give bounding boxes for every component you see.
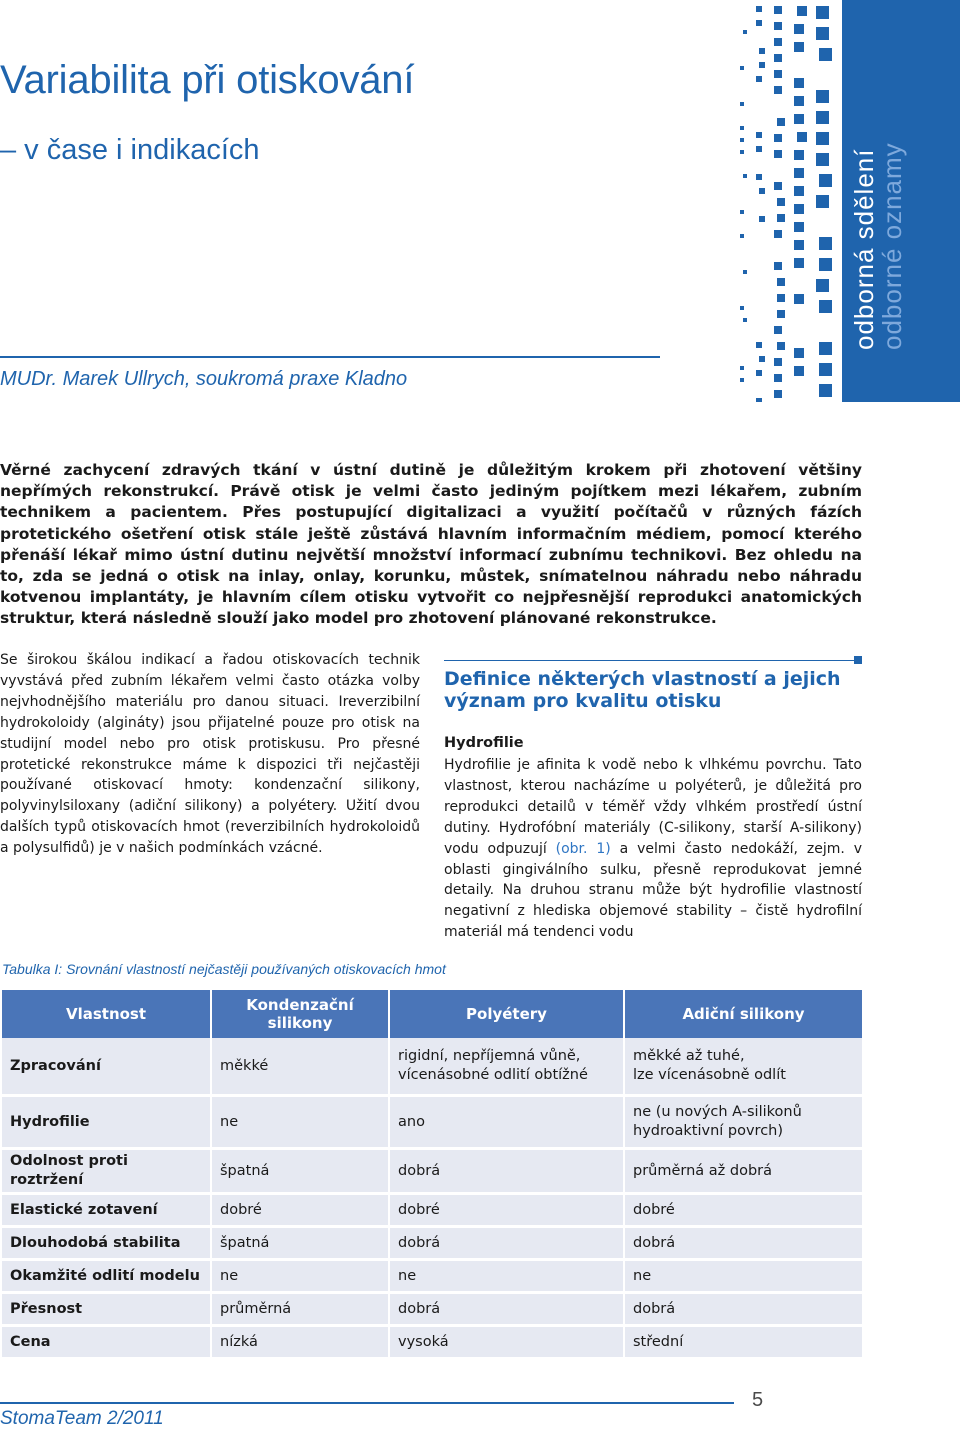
header-divider [0, 356, 660, 358]
body-text-part: a velmi často nedokáží, zejm. v oblasti gingiválního sulku, přesně reprodukovat jemné detaily. Na druhou stranu může být hydrofilie vlastností negativní z hlediska objemové stability – čistě hydrofilní materiál má tendenci vodu [444, 840, 862, 941]
table-row-label: Cena [2, 1327, 212, 1360]
table-cell: ne [625, 1261, 862, 1294]
table-cell: nízká [212, 1327, 390, 1360]
page-number: 5 [752, 1389, 764, 1411]
section-label-line-2: odborné oznamy [877, 142, 907, 350]
section-label-line-1: odborná sdělení [849, 148, 879, 350]
table-row [2, 1150, 862, 1195]
body-paragraph-right [444, 755, 862, 943]
table-row [2, 1038, 862, 1097]
table-caption: Tabulka I: Srovnání vlastností nejčastěji používaných otiskovacích hmot [2, 961, 446, 977]
table-cell: špatná [212, 1150, 390, 1195]
table-cell: dobrá [625, 1228, 862, 1261]
table-cell: dobré [212, 1195, 390, 1228]
magazine-issue: StomaTeam 2/2011 [0, 1408, 164, 1429]
lead-paragraph: Věrné zachycení zdravých tkání v ústní dutině je důležitým krokem při zhotovení většiny nepřímých rekonstrukcí. Právě otisk je velmi často jediným pojítkem mezi lékařem, zubním technikem a pacientem. Přes postupující digitalizaci a využití počítačů v různých fázích protetického ošetření otisk stále ještě zůstává hlavním informačním médiem, pomocí kterého přenáší lékař mimo ústní dutinu největší množství informací zubnímu technikovi. Bez ohledu na to, zda se jedná o otisk na inlay, onlay, korunku, můstek, snímatelnou náhradu nebo náhradu kotvenou implantáty, je hlavním cílem otisku vytvořit co nejpřesnější reprodukci anatomických struktur, která následně slouží jako model pro zhotovení plánované rekonstrukce. [0, 461, 862, 628]
table-cell: špatná [212, 1228, 390, 1261]
table-cell: průměrná [212, 1294, 390, 1327]
article-title: Variabilita při otiskování [0, 58, 415, 102]
section-label [850, 20, 940, 350]
table-cell: ne (u nových A-silikonů hydroaktivní povrch) [625, 1097, 862, 1150]
table-row-label: Odolnost proti roztržení [2, 1150, 212, 1195]
body-text-part: Hydrofilie je afinita k vodě nebo k vlhkému povrchu. Tato vlastnost, kterou nacházíme u polyéterů, je důležitá pro reprodukci detailů v téměř vždy vlhkém prostředí ústní dutiny. Hydrofóbní materiály (C-silikony, starší A-silikony) vodu odpuzují [444, 757, 862, 857]
table-cell: měkké až tuhé, lze vícenásobně odlít [625, 1038, 862, 1097]
table-cell: vysoká [390, 1327, 625, 1360]
table-header-row [2, 990, 862, 1038]
table-cell: dobré [390, 1195, 625, 1228]
table-cell: dobrá [390, 1294, 625, 1327]
table-cell: rigidní, nepříjemná vůně, vícenásobné odlití obtížné [390, 1038, 625, 1097]
table-cell: ne [390, 1261, 625, 1294]
table-cell: dobrá [390, 1228, 625, 1261]
table-header-cell: Kondenzační silikony [212, 990, 390, 1038]
table-header-cell: Polyétery [390, 990, 625, 1038]
table-row [2, 1097, 862, 1150]
table-header-cell: Adiční silikony [625, 990, 862, 1038]
table-cell: průměrná až dobrá [625, 1150, 862, 1195]
table-cell: ne [212, 1097, 390, 1150]
table-row-label: Dlouhodobá stabilita [2, 1228, 212, 1261]
table-row [2, 1327, 862, 1360]
article-author: MUDr. Marek Ullrych, soukromá praxe Kladno [0, 368, 408, 390]
table-cell: měkké [212, 1038, 390, 1097]
table-cell: ne [212, 1261, 390, 1294]
table-row [2, 1228, 862, 1261]
table-row-label: Okamžité odlití modelu [2, 1261, 212, 1294]
table-row-label: Hydrofilie [2, 1097, 212, 1150]
box-subheading: Hydrofilie [444, 735, 524, 751]
table-row [2, 1261, 862, 1294]
table-header-cell: Vlastnost [2, 990, 212, 1038]
table-cell: střední [625, 1327, 862, 1360]
dot-pattern-decoration [730, 0, 842, 402]
table-row-label: Přesnost [2, 1294, 212, 1327]
table-row-label: Elastické zotavení [2, 1195, 212, 1228]
table-row [2, 1195, 862, 1228]
body-paragraph-left: Se širokou škálou indikací a řadou otiskovacích technik vyvstává před zubním lékařem velmi často otázka volby nejvhodnějšího materiálu pro danou situaci. Ireverzibilní hydrokoloidy (algináty) jsou přijatelné pouze pro otisk na studijní model nebo pro otisk protiskusu. Pro přesné protetické rekonstrukce máme k dispozici tři nejčastěji používané otiskovací hmoty: kondenzační silikony, polyvinylsiloxany (adiční silikony) a polyétery. Užití dvou dalších typů otiskovacích hmot (reverzibilních hydrokoloidů a polysulfidů) je v našich podmínkách vzácné. [0, 652, 420, 857]
table-cell: dobrá [390, 1150, 625, 1195]
table-row [2, 1294, 862, 1327]
box-square-marker [854, 656, 862, 664]
properties-table [2, 990, 862, 1360]
article-subtitle: – v čase i indikacích [0, 134, 260, 166]
footer-divider [0, 1402, 734, 1404]
table-cell: dobré [625, 1195, 862, 1228]
table-cell: ano [390, 1097, 625, 1150]
table-row-label: Zpracování [2, 1038, 212, 1097]
figure-reference: (obr. 1) [555, 840, 611, 857]
box-divider [444, 660, 854, 661]
table-cell: dobrá [625, 1294, 862, 1327]
box-heading: Definice některých vlastností a jejich význam pro kvalitu otisku [444, 668, 841, 712]
